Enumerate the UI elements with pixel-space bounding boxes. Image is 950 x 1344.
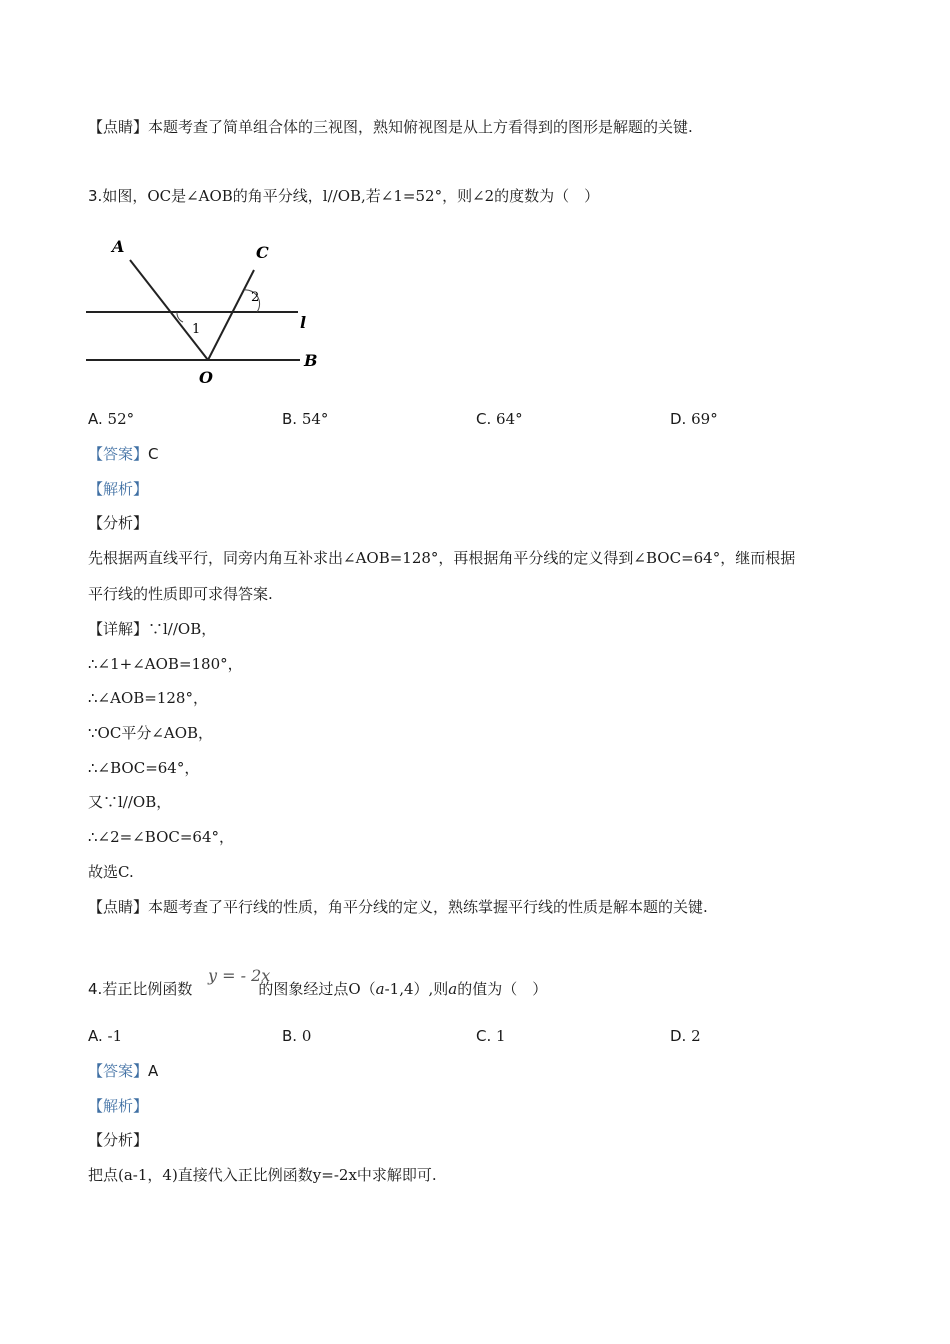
q3-figure xyxy=(82,232,332,392)
ray-oa xyxy=(130,260,208,360)
q4-jiexi-tag: 【解析】 xyxy=(88,1097,149,1115)
q3-stem-text: 如图，OC是∠AOB的角平分线，l//OB,若∠1=52°，则∠2的度数为（ ） xyxy=(102,187,600,205)
q4-option-c xyxy=(476,1026,506,1046)
label-angle-1: 1 xyxy=(192,322,201,337)
q3-option-d xyxy=(670,409,718,429)
q4-var-a2: a xyxy=(448,980,458,998)
q4-stem-end: 的值为（ ） xyxy=(457,980,548,998)
q4-formula: y = - 2x xyxy=(208,966,271,985)
option-letter: A. xyxy=(88,1027,103,1045)
q4-number: 4. xyxy=(88,980,103,998)
option-value: 64° xyxy=(496,410,523,428)
q3-step: 【详解】∵l//OB， xyxy=(88,620,217,638)
q4-option-b xyxy=(282,1026,311,1046)
option-letter: C. xyxy=(476,1027,492,1045)
q4-stem-mid: 的图象经过点O（ xyxy=(258,980,376,998)
option-letter: B. xyxy=(282,410,298,428)
q3-step: 故选C. xyxy=(88,863,134,881)
option-letter: A. xyxy=(88,410,103,428)
q3-step: ∴∠AOB=128°， xyxy=(88,689,208,707)
q3-jiexi-tag: 【解析】 xyxy=(88,480,149,498)
q3-option-a xyxy=(88,409,134,429)
q4-stem-prefix: 若正比例函数 xyxy=(102,980,193,998)
option-value: 1 xyxy=(496,1027,506,1045)
option-value: 54° xyxy=(301,410,329,428)
ray-oc xyxy=(208,270,254,360)
label-angle-2: 2 xyxy=(251,290,260,305)
q3-step: 又∵l//OB， xyxy=(88,793,172,811)
option-value: 52° xyxy=(107,410,135,428)
label-a: A xyxy=(112,237,125,256)
option-letter: D. xyxy=(670,1027,687,1045)
q3-dianjing: 【点睛】本题考查了平行线的性质，角平分线的定义，熟练掌握平行线的性质是解本题的关键. xyxy=(88,898,708,916)
q4-analysis: 把点(a-1，4)直接代入正比例函数y=-2x中求解即可. xyxy=(88,1166,437,1184)
q3-step: ∴∠1+∠AOB=180°， xyxy=(88,655,243,673)
q4-stem xyxy=(88,979,547,999)
option-value: 69° xyxy=(691,410,718,428)
label-c: C xyxy=(256,243,269,262)
q3-analysis-line-1: 先根据两直线平行，同旁内角互补求出∠AOB=128°，再根据角平分线的定义得到∠BOC=64°，继而根据 xyxy=(88,549,796,567)
answer-tag: 【答案】 xyxy=(88,445,149,463)
option-value: -1 xyxy=(107,1027,123,1045)
label-l: l xyxy=(300,313,307,332)
q3-answer-line xyxy=(88,444,159,464)
answer-value: C xyxy=(148,445,159,463)
option-value: 2 xyxy=(691,1027,701,1045)
q4-option-d xyxy=(670,1026,701,1046)
option-letter: D. xyxy=(670,410,687,428)
q4-fenxi-tag: 【分析】 xyxy=(88,1131,149,1149)
q3-step: ∴∠2=∠BOC=64°， xyxy=(88,828,235,846)
q4-option-a xyxy=(88,1026,122,1046)
q3-option-b xyxy=(282,409,328,429)
option-letter: C. xyxy=(476,410,492,428)
q3-stem xyxy=(88,186,599,206)
option-value: 0 xyxy=(301,1027,312,1045)
answer-tag: 【答案】 xyxy=(88,1062,149,1080)
q4-stem-rest: -1,4）,则 xyxy=(384,980,449,998)
q4-var-a: a xyxy=(375,980,385,998)
label-b: B xyxy=(304,351,318,370)
q4-answer-line xyxy=(88,1061,158,1081)
q3-fenxi-tag: 【分析】 xyxy=(88,514,149,532)
q3-step: ∴∠BOC=64°， xyxy=(88,759,200,777)
q3-number: 3. xyxy=(88,187,103,205)
q2-dianjing: 【点睛】本题考查了简单组合体的三视图，熟知俯视图是从上方看得到的图形是解题的关键. xyxy=(88,118,693,136)
option-letter: B. xyxy=(282,1027,298,1045)
label-o: O xyxy=(199,368,213,387)
answer-value: A xyxy=(148,1062,159,1080)
q3-analysis-line-2: 平行线的性质即可求得答案. xyxy=(88,585,273,603)
q3-option-c xyxy=(476,409,523,429)
q3-step: ∵OC平分∠AOB， xyxy=(88,724,214,742)
